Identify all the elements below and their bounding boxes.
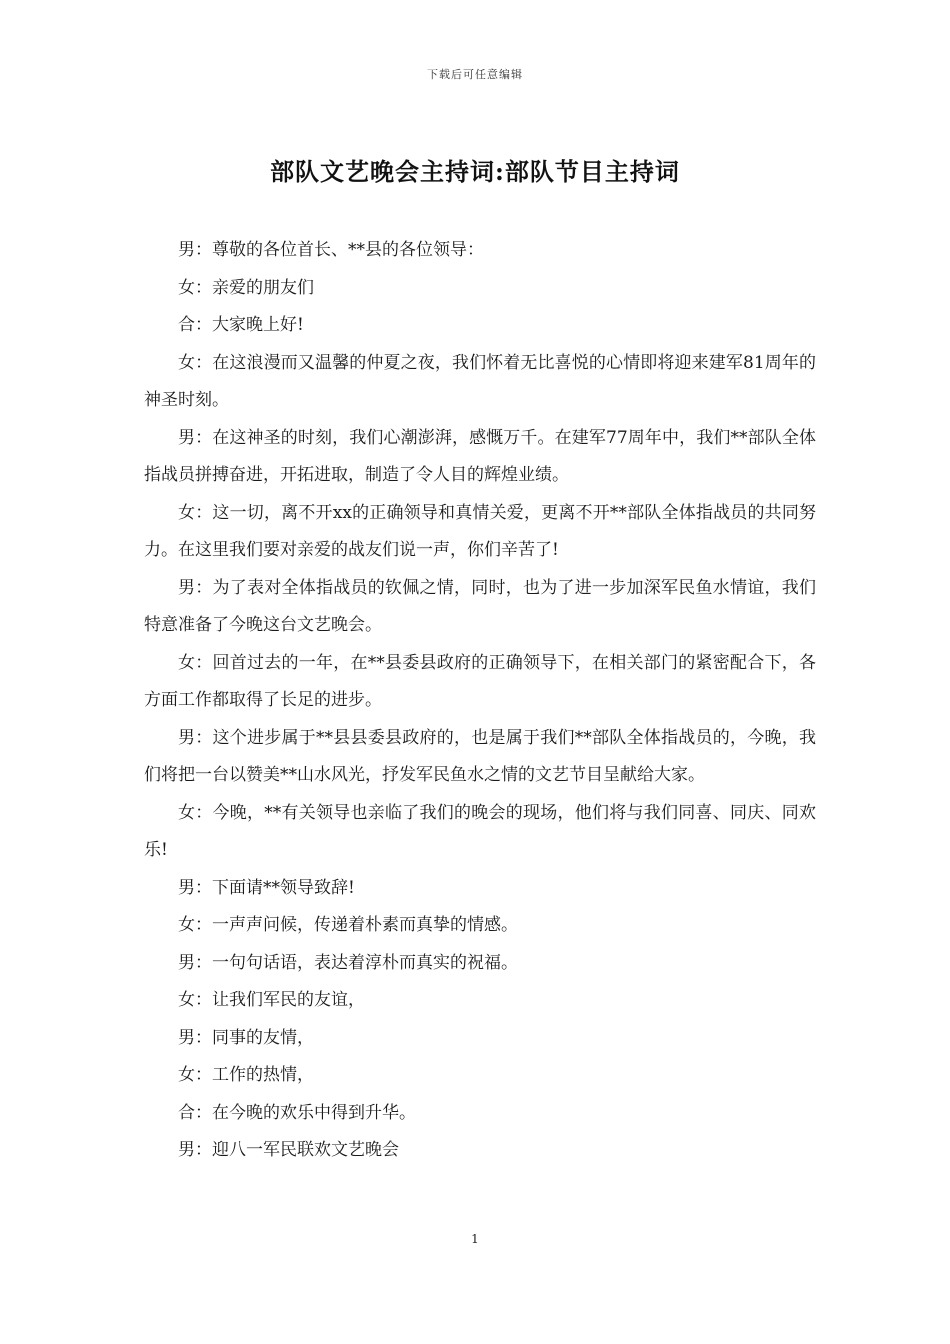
speaker-label: 女 (178, 915, 195, 935)
speaker-colon: ： (195, 990, 212, 1010)
speaker-label: 女 (178, 277, 195, 298)
speaker-label: 女 (178, 502, 196, 523)
paragraph-text: 迎八一军民联欢文艺晚会 (212, 1140, 399, 1160)
document-title: 部队文艺晚会主持词:部队节目主持词 (270, 157, 680, 186)
paragraph-text: 在这神圣的时刻，我们心潮澎湃，感慨万千。在建军77周年中，我们**部队全体指战员拼搏奋进，开拓进取，制造了令人目的辉煌业绩。 (144, 427, 816, 485)
paragraph (144, 570, 816, 645)
paragraph (144, 1057, 816, 1095)
speaker-colon: ： (195, 1027, 212, 1048)
paragraph-text: 一声声问候，传递着朴素而真挚的情感。 (212, 915, 518, 935)
speaker-label: 男 (178, 1027, 195, 1048)
speaker-label: 合 (178, 1102, 195, 1123)
paragraph-text: 回首过去的一年，在**县委县政府的正确领导下，在相关部门的紧密配合下，各方面工作都取得了长足的进步。 (144, 652, 816, 710)
speaker-colon: ： (195, 315, 212, 335)
paragraph (144, 495, 816, 570)
paragraph (144, 795, 816, 870)
speaker-colon: ： (195, 277, 212, 298)
paragraph (144, 232, 816, 270)
speaker-label: 男 (178, 427, 196, 448)
speaker-label: 男 (178, 952, 195, 973)
speaker-colon: ： (195, 427, 213, 448)
paragraph-text: 这一切，离不开xx的正确领导和真情关爱，更离不开**部队全体指战员的共同努力。在这里我们要对亲爱的战友们说一声，你们辛苦了! (144, 502, 817, 560)
paragraph (144, 270, 816, 308)
speaker-colon: ： (195, 877, 212, 898)
paragraph (144, 720, 816, 795)
speaker-label: 女 (178, 352, 196, 373)
paragraph (144, 945, 816, 983)
speaker-label: 男 (178, 577, 196, 598)
paragraph-text: 今晚，**有关领导也亲临了我们的晚会的现场，他们将与我们同喜、同庆、同欢乐! (144, 802, 816, 860)
speaker-colon: ： (195, 577, 213, 598)
speaker-colon: ： (195, 915, 212, 935)
paragraph (144, 345, 816, 420)
paragraph-text: 在这浪漫而又温馨的仲夏之夜，我们怀着无比喜悦的心情即将迎来建军81周年的神圣时刻。 (144, 352, 816, 410)
paragraph (144, 307, 816, 345)
paragraph-text: 下面请**领导致辞! (212, 877, 355, 898)
header-note: 下载后可任意编辑 (427, 68, 523, 81)
speaker-colon: ： (195, 352, 213, 373)
speaker-colon: ： (195, 652, 213, 673)
paragraph (144, 1132, 816, 1170)
speaker-label: 女 (178, 990, 195, 1010)
paragraph (144, 1095, 816, 1133)
speaker-colon: ： (195, 802, 213, 823)
paragraph (144, 1020, 816, 1058)
paragraph (144, 982, 816, 1020)
page-number: 1 (471, 1232, 479, 1246)
speaker-colon: ： (195, 502, 213, 523)
paragraph (144, 645, 816, 720)
paragraph (144, 870, 816, 908)
speaker-label: 男 (178, 727, 196, 748)
paragraph (144, 907, 816, 945)
speaker-label: 女 (178, 802, 196, 823)
speaker-label: 男 (178, 1140, 195, 1160)
paragraph-text: 这个进步属于**县县委县政府的，也是属于我们**部队全体指战员的，今晚，我们将把一台以赞美**山水风光，抒发军民鱼水之情的文艺节目呈献给大家。 (144, 727, 816, 785)
paragraph-text: 尊敬的各位首长、**县的各位领导： (212, 240, 484, 260)
speaker-colon: ： (195, 1102, 212, 1123)
speaker-label: 合 (178, 315, 195, 335)
paragraph-text: 亲爱的朋友们 (212, 277, 314, 298)
speaker-label: 女 (178, 652, 196, 673)
speaker-colon: ： (195, 952, 212, 973)
speaker-colon: ： (195, 1140, 212, 1160)
paragraph-text: 大家晚上好! (212, 315, 304, 335)
speaker-label: 女 (178, 1065, 195, 1085)
paragraph-text: 让我们军民的友谊， (212, 990, 365, 1010)
speaker-colon: ： (195, 727, 213, 748)
paragraph-text: 同事的友情， (212, 1027, 314, 1048)
paragraph-text: 工作的热情， (212, 1065, 314, 1085)
paragraph-text: 在今晚的欢乐中得到升华。 (212, 1102, 416, 1123)
document-body (144, 232, 816, 1170)
paragraph-text: 一句句话语，表达着淳朴而真实的祝福。 (212, 952, 518, 973)
speaker-colon: ： (195, 240, 212, 260)
speaker-colon: ： (195, 1065, 212, 1085)
speaker-label: 男 (178, 877, 195, 898)
paragraph (144, 420, 816, 495)
paragraph-text: 为了表对全体指战员的钦佩之情，同时，也为了进一步加深军民鱼水情谊，我们特意准备了今晚这台文艺晚会。 (144, 577, 816, 635)
speaker-label: 男 (178, 240, 195, 260)
